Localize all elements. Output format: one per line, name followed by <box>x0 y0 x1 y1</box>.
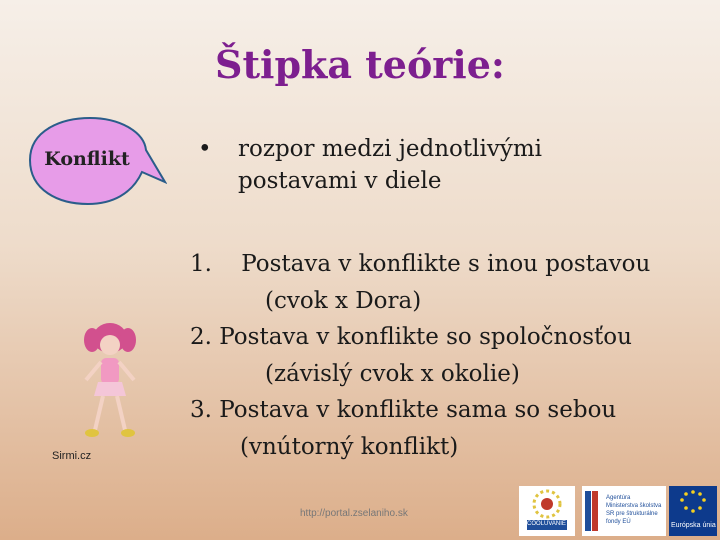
list-item-3-example: (vnútorný konflikt) <box>240 433 459 460</box>
logo2-text: Agentúra Ministerstva školstva SR pre štrukturálne fondy EÚ <box>606 495 662 525</box>
conflict-types-list <box>190 246 710 465</box>
logo-emblem-icon <box>519 486 575 536</box>
agency-logo <box>582 486 666 536</box>
logo1-text: COOLUVANIE <box>527 521 566 527</box>
definition-line-1: rozpor medzi jednotlivými <box>238 136 542 162</box>
definition-text <box>238 133 678 197</box>
list-item-1-example: (cvok x Dora) <box>265 287 422 314</box>
image-credit: Sirmi.cz <box>52 450 92 462</box>
definition-line-2: postavami v diele <box>238 168 442 194</box>
bubble-label: Konflikt <box>44 148 130 170</box>
eu-stars-icon <box>669 486 717 520</box>
logo3-text: Európska únia <box>671 522 716 529</box>
cartoon-girl-image <box>70 318 150 442</box>
cooluvanie-logo <box>519 486 575 536</box>
list-item-2-example: (závislý cvok x okolie) <box>265 360 520 387</box>
flag-stripes-icon <box>585 491 605 531</box>
eu-logo <box>669 486 717 536</box>
list-item-1: 1. Postava v konflikte s inou postavou <box>190 251 651 277</box>
list-item-2: 2. Postava v konflikte so spoločnosťou <box>190 324 632 350</box>
bullet-dot: • <box>198 136 212 162</box>
list-item-3: 3. Postava v konflikte sama so sebou <box>190 397 617 423</box>
slide-title: Štipka teórie: <box>215 42 505 87</box>
footer-url[interactable]: http://portal.zselaniho.sk <box>300 508 408 519</box>
